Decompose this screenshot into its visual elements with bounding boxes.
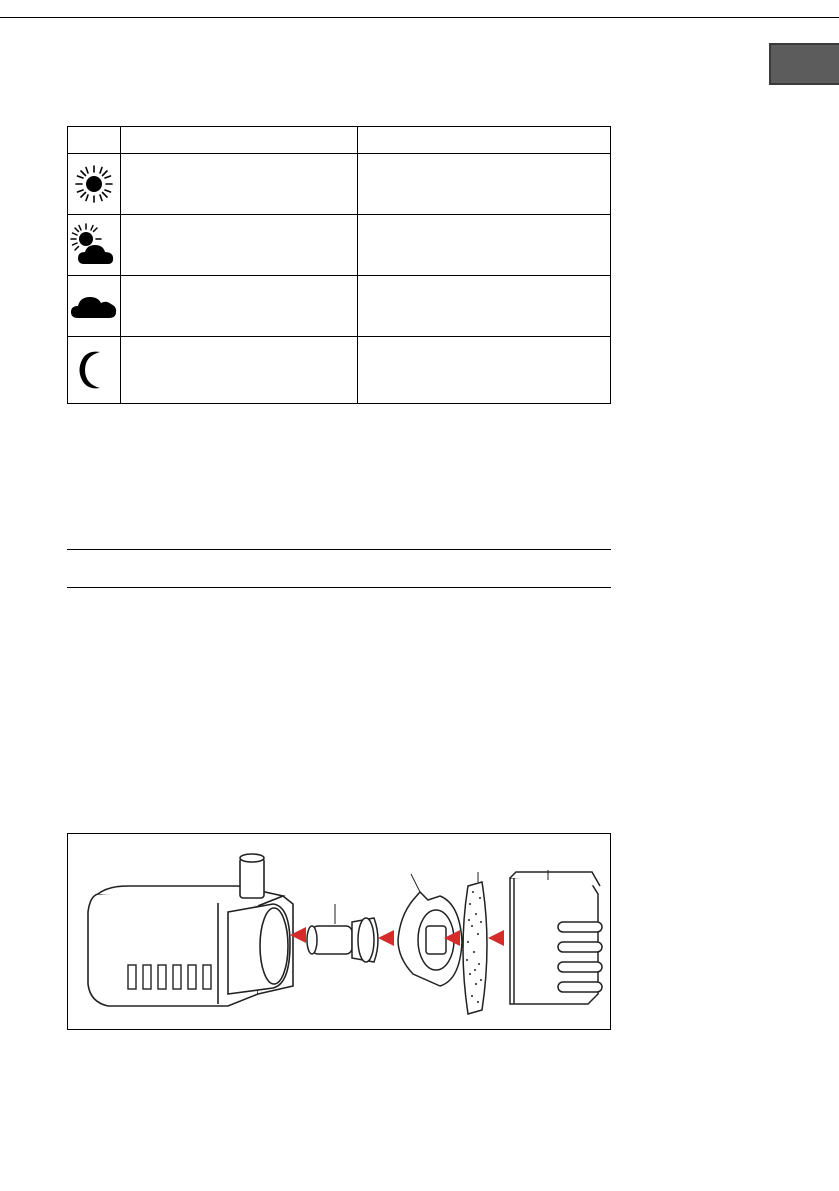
impeller-icon bbox=[307, 904, 378, 962]
language-tab bbox=[769, 43, 839, 85]
row1-col2 bbox=[121, 154, 358, 215]
sun-icon bbox=[68, 154, 121, 215]
filter-cage-icon bbox=[510, 870, 602, 1004]
pump-exploded-diagram bbox=[68, 834, 612, 1031]
filter-sponge-icon bbox=[463, 872, 487, 1014]
table-header-col3 bbox=[358, 127, 611, 154]
crescent-moon-icon bbox=[68, 337, 121, 404]
row2-col3 bbox=[358, 215, 611, 276]
row4-col3 bbox=[358, 337, 611, 404]
table-header-icon bbox=[68, 127, 121, 154]
section-rule-bottom bbox=[67, 587, 611, 588]
top-rule bbox=[0, 17, 839, 18]
table-row bbox=[68, 154, 611, 215]
table-row bbox=[68, 215, 611, 276]
row2-col2 bbox=[121, 215, 358, 276]
row1-col3 bbox=[358, 154, 611, 215]
pump-housing-icon bbox=[88, 854, 293, 1006]
cloud-graphic bbox=[68, 288, 120, 324]
pump-exploded-figure bbox=[67, 833, 611, 1030]
sun-behind-cloud-graphic bbox=[68, 222, 120, 268]
sun-icon-graphic bbox=[72, 162, 116, 206]
row3-col2 bbox=[121, 276, 358, 337]
moon-graphic bbox=[76, 347, 112, 393]
row3-col3 bbox=[358, 276, 611, 337]
sun-behind-cloud-icon bbox=[68, 215, 121, 276]
row4-col2 bbox=[121, 337, 358, 404]
table-row bbox=[68, 337, 611, 404]
cloud-icon bbox=[68, 276, 121, 337]
mode-table bbox=[67, 126, 611, 404]
section-title bbox=[67, 556, 611, 580]
table-header-row bbox=[68, 127, 611, 154]
table-row bbox=[68, 276, 611, 337]
impeller-cover-icon bbox=[398, 874, 462, 986]
table-header-col2 bbox=[121, 127, 358, 154]
section-rule-top bbox=[67, 549, 611, 550]
